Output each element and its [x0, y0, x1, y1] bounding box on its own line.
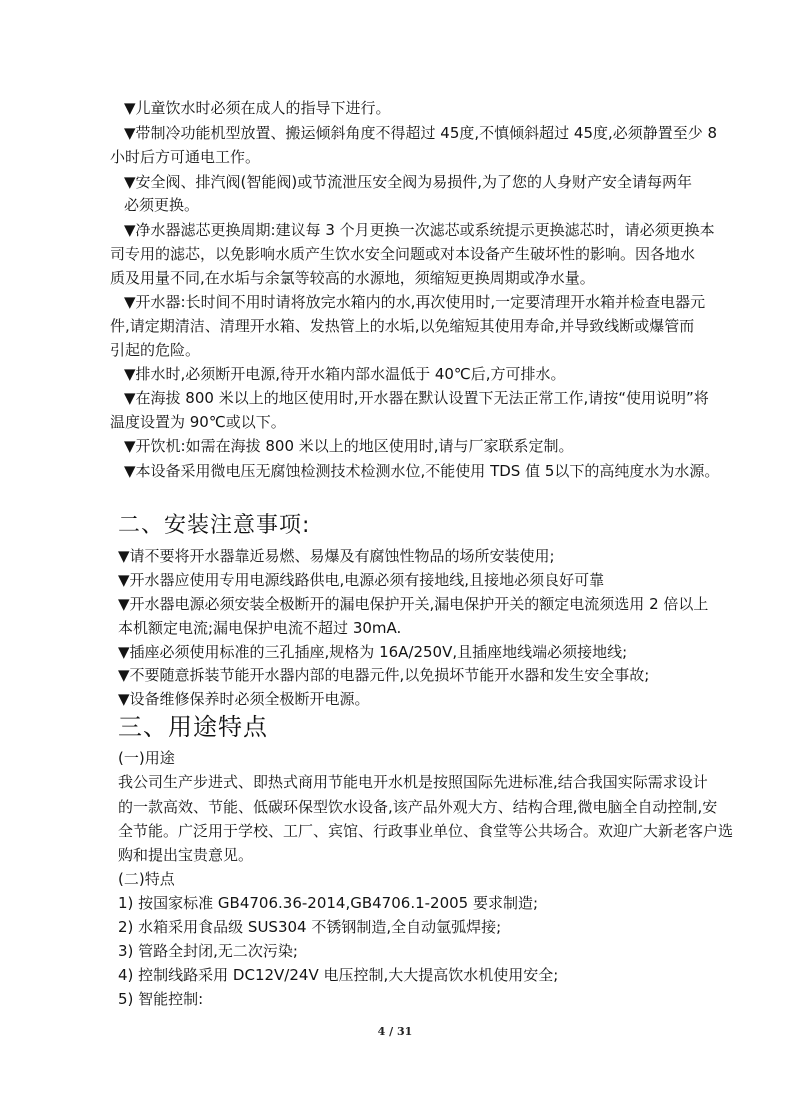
usage-heading: 三、用途特点: [118, 713, 268, 741]
warning-line: ▼开饮机:如需在海拔 800 米以上的地区使用时,请与厂家联系定制。: [124, 437, 574, 455]
usage-paragraph-line: 购和提出宝贵意见。: [118, 846, 254, 864]
warning-line: ▼在海拔 800 米以上的地区使用时,开水器在默认设置下无法正常工作,请按“使用说明”将: [124, 389, 709, 407]
warning-line: ▼儿童饮水时必须在成人的指导下进行。: [124, 99, 391, 117]
warning-line: 温度设置为 90℃或以下。: [110, 413, 286, 431]
usage-paragraph-line: 的一款高效、节能、低碳环保型饮水设备,该产品外观大方、结构合理,微电脑全自动控制,安: [118, 798, 718, 816]
install-heading: 二、安装注意事项:: [118, 513, 311, 538]
feature-item: 4) 控制线路采用 DC12V/24V 电压控制,大大提高饮水机使用安全;: [118, 966, 559, 984]
warning-line: 引起的危险。: [110, 341, 201, 359]
warning-line: 小时后方可通电工作。: [110, 148, 261, 166]
usage-paragraph-line: 全节能。广泛用于学校、工厂、宾馆、行政事业单位、食堂等公共场合。欢迎广大新老客户选: [118, 822, 734, 840]
usage-paragraph-line: 我公司生产步进式、即热式商用节能电开水机是按照国际先进标准,结合我国实际需求设计: [118, 773, 708, 791]
warning-line: 司专用的滤芯，以免影响水质产生饮水安全问题或对本设备产生破坏性的影响。因各地水: [110, 245, 696, 263]
warning-line: 件,请定期清洁、清理开水箱、发热管上的水垢,以免缩短其使用寿命,并导致线断或爆管而: [110, 317, 695, 335]
warning-line: ▼净水器滤芯更换周期:建议每 3 个月更换一次滤芯或系统提示更换滤芯时，请必须更换本: [124, 221, 715, 239]
install-line: ▼不要随意拆装节能开水器内部的电器元件,以免损坏节能开水器和发生安全事故;: [118, 666, 650, 684]
warning-line: ▼安全阀、排汽阀(智能阀)或节流泄压安全阀为易损件,为了您的人身财产安全请每两年: [124, 173, 693, 191]
install-line: 本机额定电流;漏电保护电流不超过 30mA.: [118, 619, 402, 637]
warning-line: ▼带制冷功能机型放置、搬运倾斜角度不得超过 45度,不慎倾斜超过 45度,必须静置至少 8: [124, 124, 718, 142]
warning-line: ▼本设备采用微电压无腐蚀检测技术检测水位,不能使用 TDS 值 5以下的高纯度水为水源。: [124, 462, 720, 480]
install-line: ▼设备维修保养时必须全极断开电源。: [118, 690, 370, 708]
install-line: ▼插座必须使用标准的三孔插座,规格为 16A/250V,且插座地线端必须接地线;: [118, 643, 628, 661]
install-line: ▼请不要将开水器靠近易燃、易爆及有腐蚀性物品的场所安装使用;: [118, 547, 555, 565]
warning-line: 必须更换。: [124, 196, 200, 214]
warning-line: ▼排水时,必须断开电源,待开水箱内部水温低于 40℃后,方可排水。: [124, 365, 566, 383]
warning-line: 质及用量不同,在水垢与余氯等较高的水源地，须缩短更换周期或净水量。: [110, 269, 595, 287]
feature-item: 1) 按国家标准 GB4706.36-2014,GB4706.1-2005 要求制造;: [118, 894, 539, 912]
feature-item: 2) 水箱采用食品级 SUS304 不锈钢制造,全自动氩弧焊接;: [118, 918, 502, 936]
page-number: 4 / 31: [377, 1025, 413, 1038]
usage-subheading: (一)用途: [118, 749, 175, 767]
features-subheading: (二)特点: [118, 870, 175, 888]
warning-line: ▼开水器:长时间不用时请将放完水箱内的水,再次使用时,一定要清理开水箱并检查电器元: [124, 293, 706, 311]
install-line: ▼开水器电源必须安装全极断开的漏电保护开关,漏电保护开关的额定电流须选用 2 倍以上: [118, 595, 709, 613]
feature-item: 3) 管路全封闭,无二次污染;: [118, 942, 298, 960]
feature-item: 5) 智能控制:: [118, 990, 204, 1008]
install-line: ▼开水器应使用专用电源线路供电,电源必须有接地线,且接地必须良好可靠: [118, 571, 605, 589]
